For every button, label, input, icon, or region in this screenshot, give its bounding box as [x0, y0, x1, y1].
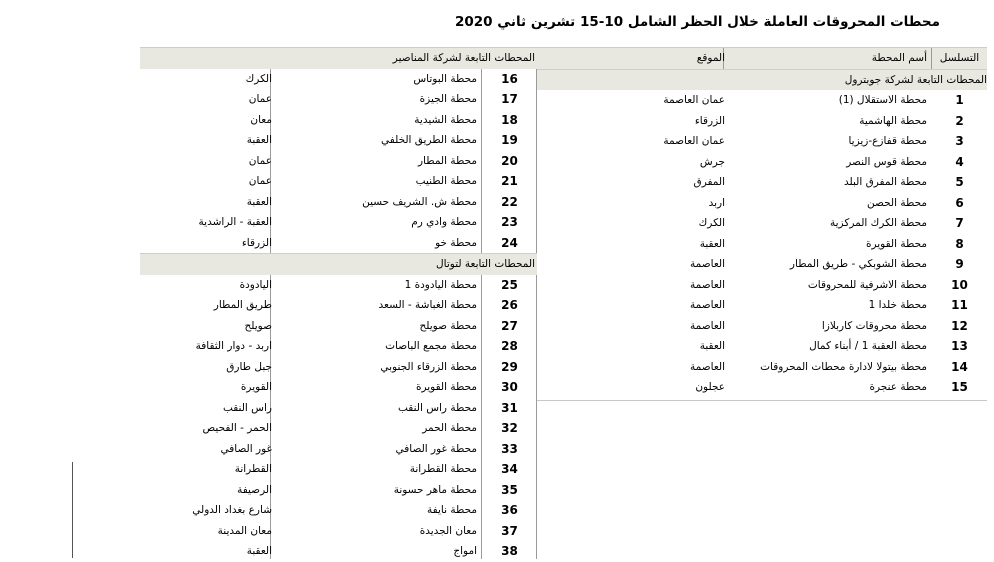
- station-name: محطة الزرقاء الجنوبي: [380, 360, 477, 373]
- station-location: عمان العاصمة: [663, 94, 725, 106]
- station-location: العاصمة: [690, 299, 725, 311]
- station-location: المفرق: [693, 176, 725, 188]
- station-location: جرش: [699, 155, 725, 168]
- station-name: محطة مجمع الباصات: [385, 340, 477, 352]
- station-name: محطة خلدا 1: [868, 299, 927, 311]
- station-location: العقبة: [246, 195, 272, 208]
- table-row: [140, 336, 537, 357]
- station-location: جبل طارق: [226, 360, 272, 373]
- divider-line: [72, 462, 73, 558]
- table-row: [537, 254, 987, 275]
- table-row: [140, 418, 537, 439]
- station-name: محطة القويرة: [415, 381, 477, 393]
- station-name: محطة صويلح: [419, 319, 477, 332]
- station-location: الحمر - الفحيص: [202, 422, 272, 434]
- row-number: 19: [501, 133, 518, 147]
- manaseer-table-body: [140, 69, 537, 254]
- table-row: [140, 459, 537, 480]
- station-location: العقبة - الراشدية: [198, 216, 272, 228]
- station-location: عمان: [248, 175, 272, 187]
- right-stations-table: [537, 47, 987, 398]
- station-name: محطة الطريق الخلفي: [381, 134, 477, 146]
- table-row: [140, 500, 537, 521]
- station-location: القويرة: [240, 381, 272, 393]
- table-row: [140, 295, 537, 316]
- row-number: 7: [955, 216, 964, 230]
- station-location: العاصمة: [690, 258, 725, 270]
- table-row: [140, 398, 537, 419]
- row-number: 37: [501, 523, 518, 538]
- station-location: معان: [250, 113, 272, 126]
- row-number: 36: [501, 503, 518, 517]
- row-number: 21: [501, 174, 518, 188]
- station-location: القطرانة: [234, 463, 272, 475]
- row-number: 16: [501, 71, 518, 86]
- table-row: [537, 357, 987, 378]
- table-row: [140, 110, 537, 131]
- row-number: 30: [501, 380, 518, 394]
- station-location: عمان: [248, 93, 272, 105]
- station-name: محطة الهاشمية: [859, 114, 927, 127]
- column-header-location: الموقع: [696, 52, 725, 64]
- table-row: [537, 131, 987, 152]
- table-row: [140, 171, 537, 192]
- station-location: صويلح: [244, 319, 272, 332]
- row-number: 2: [955, 113, 964, 128]
- station-name: محطة القطرانة: [409, 463, 477, 475]
- page-title: محطات المحروقات العاملة خلال الحظر الشامل 10-15 تشرين ثاني 2020: [454, 14, 940, 30]
- row-number: 26: [501, 298, 518, 312]
- table-row: [537, 234, 987, 255]
- row-number: 27: [501, 318, 518, 333]
- row-number: 34: [501, 462, 518, 476]
- table-row: [140, 69, 537, 90]
- table-row: [140, 377, 537, 398]
- row-number: 13: [951, 339, 968, 353]
- table-end-divider: [537, 400, 987, 401]
- row-number: 5: [955, 175, 964, 189]
- right-table-body: [537, 90, 987, 398]
- column-header-sequence: التسلسل: [939, 52, 980, 64]
- row-number: 20: [501, 153, 518, 168]
- row-number: 12: [951, 318, 968, 333]
- table-row: [140, 212, 537, 233]
- table-row: [537, 152, 987, 173]
- table-row: [537, 172, 987, 193]
- station-location: اربد - دوار الثقافة: [195, 340, 272, 352]
- row-number: 32: [501, 421, 518, 435]
- row-number: 17: [501, 92, 518, 106]
- station-name: محطة البوتاس: [413, 72, 477, 85]
- table-row: [537, 316, 987, 337]
- station-name: محطة المطار: [417, 154, 477, 167]
- row-number: 1: [955, 93, 964, 107]
- station-name: محطة الاستقلال (1): [838, 94, 927, 106]
- station-location: عجلون: [695, 381, 725, 393]
- table-row: [537, 336, 987, 357]
- table-row: [537, 193, 987, 214]
- table-row: [537, 90, 987, 111]
- row-number: 23: [501, 215, 518, 229]
- table-row: [140, 316, 537, 337]
- station-location: اليادودة: [239, 278, 272, 291]
- station-name: محطة قفازع-زيزيا: [848, 135, 927, 147]
- row-number: 11: [951, 298, 968, 312]
- row-number: 22: [501, 194, 518, 209]
- group-header-jopetrol: المحطات التابعة لشركة جوبترول: [537, 69, 987, 91]
- row-number: 6: [955, 195, 964, 210]
- station-location: الرصيفة: [237, 483, 272, 496]
- group-header-total: المحطات التابعة لتوتال: [140, 253, 537, 275]
- station-name: محطة بيتولا لادارة محطات المحروقات: [760, 360, 927, 373]
- station-location: الزرقاء: [694, 114, 725, 127]
- station-location: طريق المطار: [213, 299, 272, 311]
- row-number: 25: [501, 277, 518, 292]
- station-name: محطة ماهر حسونة: [393, 483, 477, 496]
- table-row: [140, 480, 537, 501]
- station-location: العقبة: [699, 237, 725, 250]
- table-row: [537, 213, 987, 234]
- station-name: محطة ش. الشريف حسين: [362, 195, 477, 208]
- station-location: معان المدينة: [217, 524, 272, 537]
- row-number: 3: [955, 134, 964, 148]
- station-name: محطة نايفة: [427, 504, 477, 516]
- row-number: 18: [501, 112, 518, 127]
- row-number: 28: [501, 339, 518, 353]
- row-number: 15: [951, 380, 968, 394]
- table-row: [140, 130, 537, 151]
- table-row: [140, 439, 537, 460]
- row-number: 33: [501, 441, 518, 456]
- row-number: 24: [501, 235, 518, 250]
- row-number: 31: [501, 400, 518, 415]
- station-name: محطة اليادودة 1: [404, 278, 477, 291]
- station-location: شارع بغداد الدولي: [192, 504, 272, 516]
- column-header-station-name: أسم المحطة: [871, 52, 927, 64]
- group-header-manaseer: المحطات التابعة لشركة المناصير: [140, 47, 537, 69]
- station-location: العاصمة: [690, 278, 725, 291]
- row-number: 38: [501, 544, 518, 558]
- station-location: العقبة: [246, 134, 272, 146]
- station-name: محطة الشوبكي - طريق المطار: [789, 258, 927, 270]
- station-location: العقبة: [699, 340, 725, 352]
- station-location: الكرك: [245, 72, 272, 85]
- station-name: محطة الجيزة: [419, 93, 477, 105]
- table-row: [140, 89, 537, 110]
- station-name: امواج: [453, 545, 477, 557]
- row-number: 14: [951, 359, 968, 374]
- table-row: [140, 192, 537, 213]
- station-name: محطة عنجرة: [869, 381, 927, 393]
- station-name: محطة الشيدية: [414, 113, 477, 126]
- station-name: محطة الغباشة - السعد: [378, 299, 477, 311]
- table-row: [140, 357, 537, 378]
- station-location: راس النقب: [222, 401, 272, 414]
- left-stations-table: [140, 47, 537, 562]
- station-name: محطة الكرك المركزية: [829, 217, 927, 229]
- station-location: غور الصافي: [220, 442, 272, 455]
- station-location: العقبة: [246, 545, 272, 557]
- station-location: اربد: [708, 196, 725, 209]
- station-name: محطة قوس النصر: [846, 155, 927, 168]
- total-table-body: [140, 275, 537, 562]
- station-name: محطة الاشرفية للمحروقات: [807, 278, 927, 291]
- table-row: [140, 275, 537, 296]
- station-name: محطة الحصن: [867, 196, 927, 209]
- station-name: معان الجديدة: [419, 524, 477, 537]
- station-name: محطة الحمر: [422, 422, 477, 434]
- station-name: محطة الطنيب: [415, 175, 477, 187]
- table-row: [537, 275, 987, 296]
- row-number: 9: [955, 257, 964, 271]
- row-number: 8: [955, 236, 964, 251]
- row-number: 4: [955, 154, 964, 169]
- station-location: العاصمة: [690, 360, 725, 373]
- station-name: محطة القويرة: [865, 237, 927, 250]
- table-row: [537, 295, 987, 316]
- station-location: الزرقاء: [241, 236, 272, 249]
- table-row: [537, 377, 987, 398]
- table-row: [140, 233, 537, 254]
- station-location: الكرك: [698, 217, 725, 229]
- station-location: العاصمة: [690, 319, 725, 332]
- station-name: محطة العقبة 1 / أبناء كمال: [809, 340, 927, 352]
- row-number: 29: [501, 359, 518, 374]
- station-name: محطة خو: [435, 236, 477, 249]
- station-location: عمان: [248, 154, 272, 167]
- table-row: [140, 151, 537, 172]
- station-name: محطة راس النقب: [397, 401, 477, 414]
- station-name: محطة وادي رم: [411, 216, 477, 228]
- station-name: محطة غور الصافي: [395, 442, 477, 455]
- station-name: محطة المفرق البلد: [843, 176, 927, 188]
- table-row: [140, 541, 537, 562]
- column-header-row: [537, 47, 987, 69]
- row-number: 10: [951, 277, 968, 292]
- station-name: محطة محروقات كاربلازا: [821, 319, 927, 332]
- row-number: 35: [501, 482, 518, 497]
- table-row: [140, 521, 537, 542]
- table-row: [537, 111, 987, 132]
- station-location: عمان العاصمة: [663, 135, 725, 147]
